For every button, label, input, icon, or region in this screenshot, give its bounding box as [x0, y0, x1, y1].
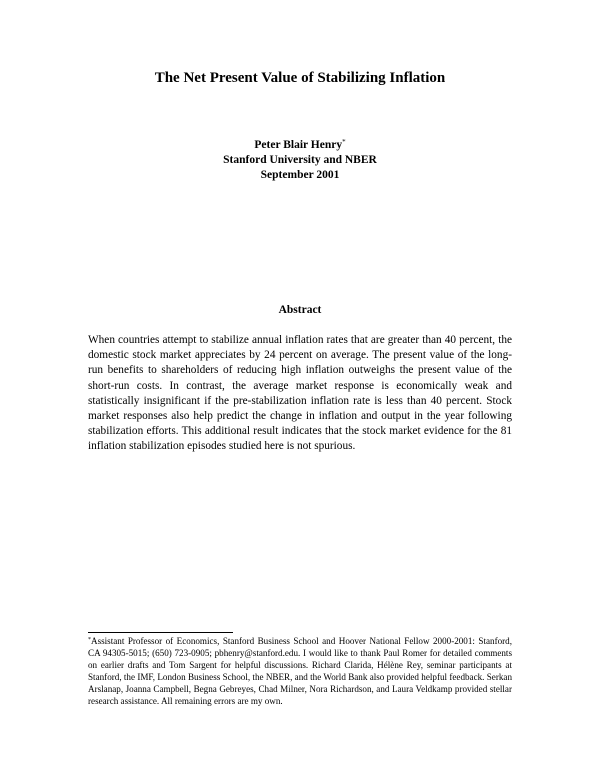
footnote [88, 636, 512, 707]
abstract-heading: Abstract [278, 304, 322, 316]
author-name: Peter Blair Henry [254, 139, 343, 151]
author-footnote-mark: * [342, 138, 346, 146]
paper-date: September 2001 [260, 169, 340, 181]
abstract-body: When countries attempt to stabilize annual inflation rates that are greater than 40 percent, the domestic stock market appreciates by 24 percent on average. The present value of the long-run benefits to shareholders of reducing high inflation outweighs the present value of the short-run costs. In contrast, the average market response is economically weak and statistically insignificant if the pre-stabilization inflation rate is less than 40 percent. Stock market responses also help predict the change in inflation and output in the year following stabilization efforts. This additional result indicates that the stock market evidence for the 81 inflation stabilization episodes studied here is not spurious. [88, 334, 512, 453]
author-affiliation: Stanford University and NBER [223, 154, 377, 166]
author-block [0, 138, 600, 183]
footnote-mark: * [88, 637, 91, 643]
footnote-text: Assistant Professor of Economics, Stanford Business School and Hoover National Fellow 2000-2001: Stanford, CA 94305-5015; (650) 723-0905; pbhenry@stanford.edu. I would like to thank Paul Romer for detailed comments on earlier drafts and Tom Sargent for helpful discussions. Richard Clarida, Hélène Rey, seminar participants at Stanford, the IMF, London Business School, the NBER, and the World Bank also provided helpful feedback. Serkan Arslanap, Joanna Campbell, Begna Gebreyes, Chad Milner, Nora Richardson, and Laura Veldkamp provided stellar research assistance. All remaining errors are my own. [88, 636, 512, 706]
author-line [0, 138, 600, 153]
paper-title: The Net Present Value of Stabilizing Inflation [154, 70, 446, 86]
footnote-divider [88, 632, 233, 633]
